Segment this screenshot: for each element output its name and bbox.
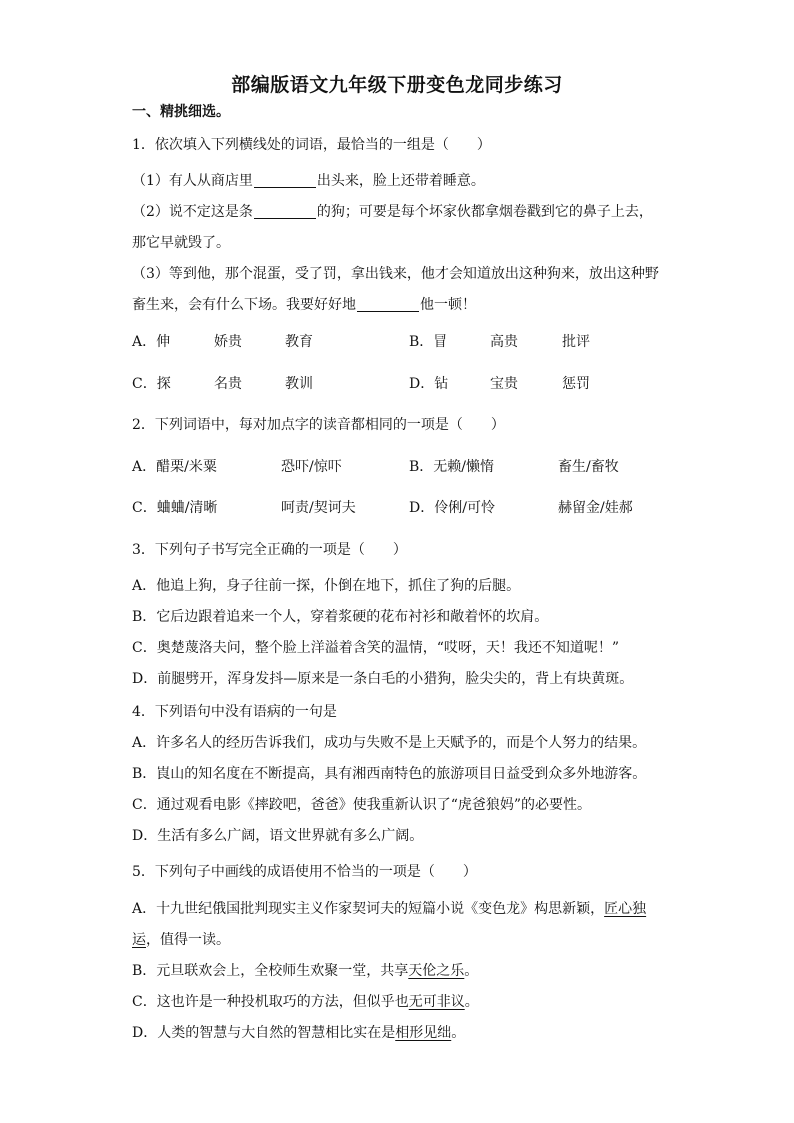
option-d: D．生活有多么广阔，语文世界就有多么广阔。 <box>132 828 424 844</box>
option-a: A．伸 <box>132 334 171 350</box>
option-b: B．崀山的知名度在不断提高，具有湘西南特色的旅游项目日益受到众多外地游客。 <box>132 766 647 782</box>
option-b-word-3: 批评 <box>562 334 590 350</box>
question-5-stem: 5．下列句子中画线的成语使用不恰当的一项是（ ） <box>132 864 477 880</box>
underlined-idiom: 相形见绌 <box>395 1025 452 1041</box>
option-c: C．探 <box>132 376 171 392</box>
option-a: A．许多名人的经历告诉我们，成功与失败不是上天赋予的，而是个人努力的结果。 <box>132 735 647 751</box>
underlined-idiom: 天伦之乐 <box>408 963 465 979</box>
option-d-word-3: 惩罚 <box>562 376 590 392</box>
option-a-pair-2: 恐吓/惊吓 <box>281 459 342 475</box>
question-4-stem: 4．下列语句中没有语病的一句是 <box>132 704 337 720</box>
sentence-text: 出头来，脸上还带着睡意。 <box>316 173 485 189</box>
question-1-sentence-3-cont <box>132 296 476 314</box>
option-c-word-3: 教训 <box>285 376 313 392</box>
option-a <box>132 900 646 918</box>
sentence-text: （2）说不定这是条 <box>132 204 253 220</box>
page-title: 部编版语文九年级下册变色龙同步练习 <box>231 74 563 96</box>
option-c: C．通过观看电影《摔跤吧，爸爸》使我重新认识了“虎爸狼妈”的必要性。 <box>132 797 592 813</box>
option-d-pair-2: 赫留金/娃郝 <box>558 500 633 516</box>
answer-blank <box>254 204 316 219</box>
question-1-sentence-1 <box>132 172 485 190</box>
option-c: C．奥楚蔑洛夫问，整个脸上洋溢着含笑的温情，“哎呀，天！我还不知道呢！” <box>132 640 620 656</box>
question-3-stem: 3．下列句子书写完全正确的一项是（ ） <box>132 542 407 558</box>
option-c <box>132 993 479 1011</box>
option-b: B．无赖/懒惰 <box>409 459 495 475</box>
underlined-idiom: 匠心独 <box>604 901 647 917</box>
underlined-idiom: 运 <box>132 932 146 948</box>
answer-blank <box>357 297 419 312</box>
sentence-text: 他一顿！ <box>420 297 476 313</box>
question-2-stem: 2．下列词语中，每对加点字的读音都相同的一项是（ ） <box>132 417 505 433</box>
option-d: D．钻 <box>409 376 449 392</box>
option-b-pair-2: 畜生/畜牧 <box>558 459 619 475</box>
option-a-word-3: 教育 <box>285 334 313 350</box>
option-text: 。 <box>464 963 479 979</box>
sentence-text: 的狗；可要是每个坏家伙都拿烟卷戳到它的鼻子上去， <box>316 204 653 220</box>
question-1-sentence-2-cont: 那它早就毁了。 <box>132 235 230 251</box>
option-d-word-2: 宝贵 <box>490 376 518 392</box>
option-d <box>132 1024 465 1042</box>
option-text: 。 <box>464 994 479 1010</box>
option-a: A．他追上狗，身子往前一探，仆倒在地下，抓住了狗的后腿。 <box>132 578 521 594</box>
option-a: A．醋栗/米粟 <box>132 459 217 475</box>
option-b <box>132 962 478 980</box>
option-d: D．前腿劈开，浑身发抖—原来是一条白毛的小猎狗，脸尖尖的，背上有块黄斑。 <box>132 671 634 687</box>
option-c-pair-2: 呵责/契诃夫 <box>281 500 356 516</box>
option-b-word-2: 高贵 <box>490 334 518 350</box>
option-a-word-2: 娇贵 <box>214 334 242 350</box>
option-text: 。 <box>451 1025 466 1041</box>
option-c-word-2: 名贵 <box>214 376 242 392</box>
question-1-sentence-2 <box>132 203 653 221</box>
option-b: B．它后边跟着追来一个人，穿着浆硬的花布衬衫和敞着怀的坎肩。 <box>132 609 549 625</box>
section-heading: 一、精挑细选。 <box>132 104 230 120</box>
option-text: C．这也许是一种投机取巧的方法，但似乎也 <box>132 994 409 1010</box>
option-a-cont <box>132 931 230 949</box>
sentence-text: （1）有人从商店里 <box>132 173 253 189</box>
answer-blank <box>254 173 316 188</box>
option-text: D．人类的智慧与大自然的智慧相比实在是 <box>132 1025 396 1041</box>
option-text: ，值得一读。 <box>146 932 230 948</box>
option-c: C．蛐蛐/清晰 <box>132 500 218 516</box>
sentence-text: 畜生来，会有什么下场。我要好好地 <box>132 297 356 313</box>
question-1-stem: 1．依次填入下列横线处的词语，最恰当的一组是（ ） <box>132 137 491 153</box>
option-b: B．冒 <box>409 334 448 350</box>
underlined-idiom: 无可非议 <box>408 994 465 1010</box>
option-d: D．伶俐/可怜 <box>409 500 495 516</box>
option-text: A．十九世纪俄国批判现实主义作家契诃夫的短篇小说《变色龙》构思新颖， <box>132 901 605 917</box>
question-1-sentence-3: （3）等到他，那个混蛋，受了罚，拿出钱来，他才会知道放出这种狗来，放出这种野 <box>132 266 659 282</box>
option-text: B．元旦联欢会上，全校师生欢聚一堂，共享 <box>132 963 409 979</box>
